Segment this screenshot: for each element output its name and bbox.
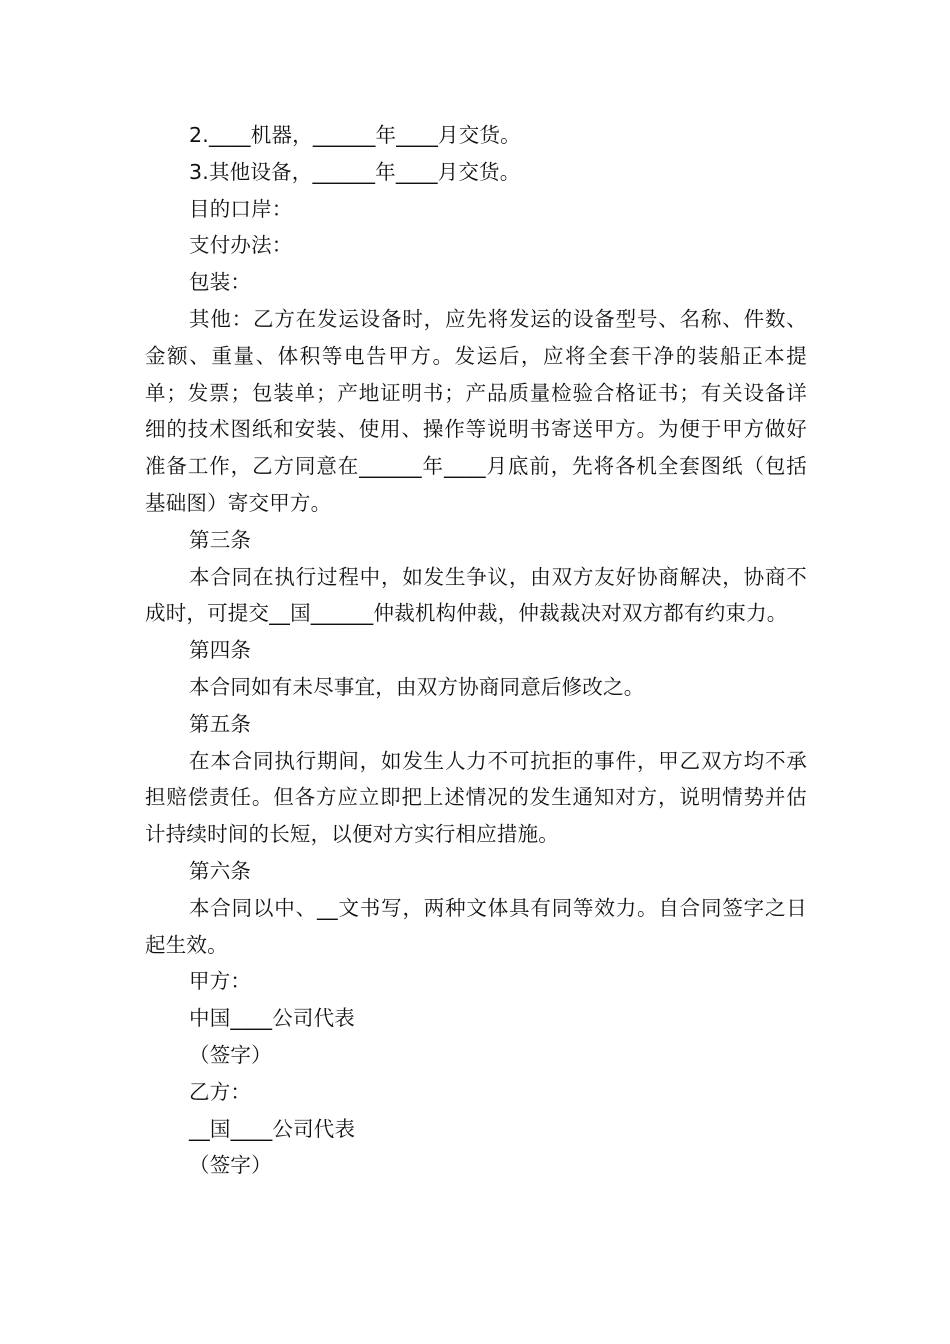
party-a-signature: （签字）	[189, 1042, 272, 1067]
party-b-representative: __国____公司代表	[189, 1116, 356, 1141]
payment-method-line: 支付办法：	[189, 233, 293, 258]
article-6-text: 本合同以中、__文书写，两种文体具有同等效力。自合同签字之日起生效。	[145, 895, 807, 957]
document-body	[145, 117, 807, 1184]
article-5-heading: 第五条	[189, 711, 252, 736]
article-4-heading: 第四条	[189, 638, 252, 663]
article-5-text: 在本合同执行期间，如发生人力不可抗拒的事件，甲乙双方均不承担赔偿责任。但各方应立即把上述情况的发生通知对方，说明情势并估计持续时间的长短，以便对方实行相应措施。	[145, 748, 807, 847]
party-a-representative: 中国____公司代表	[189, 1006, 355, 1031]
party-a-label: 甲方：	[189, 969, 252, 994]
article-4-text: 本合同如有未尽事宜，由双方协商同意后修改之。	[189, 674, 645, 699]
article-6-heading: 第六条	[189, 858, 252, 883]
party-b-label: 乙方：	[189, 1079, 252, 1104]
party-b-signature: （签字）	[189, 1153, 272, 1178]
packaging-line: 包装：	[189, 270, 252, 295]
article-3-text: 本合同在执行过程中，如发生争议，由双方友好协商解决，协商不成时，可提交__国______仲裁机构仲裁，仲裁裁决对双方都有约束力。	[145, 564, 807, 626]
destination-port-line: 目的口岸：	[189, 196, 293, 221]
article-3-heading: 第三条	[189, 527, 252, 552]
delivery-machines-line: 2.____机器，______年____月交货。	[189, 123, 521, 147]
other-terms-paragraph: 其他：乙方在发运设备时，应先将发运的设备型号、名称、件数、金额、重量、体积等电告甲方。发运后，应将全套干净的装船正本提单；发票；包装单；产地证明书；产品质量检验合格证书；有关设备详细的技术图纸和安装、使用、操作等说明书寄送甲方。为便于甲方做好准备工作，乙方同意在______年____月底前，先将各机全套图纸（包括基础图）寄交甲方。	[145, 306, 807, 515]
delivery-other-equipment-line: 3.其他设备，______年____月交货。	[189, 159, 521, 184]
